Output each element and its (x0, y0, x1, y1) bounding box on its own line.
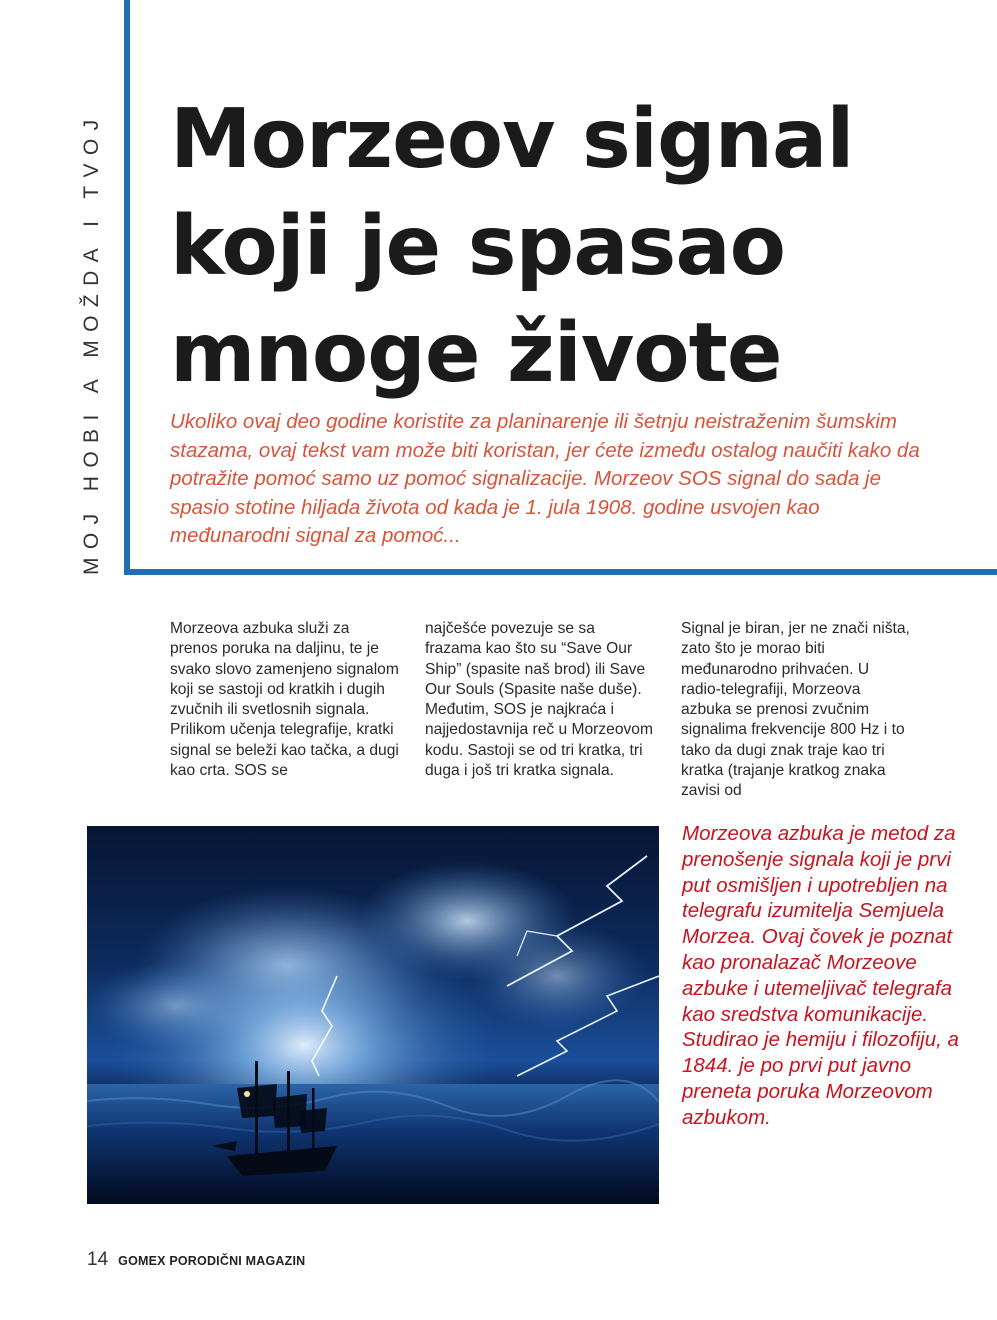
frame-border-bottom (124, 569, 997, 575)
frame-border-left (124, 0, 130, 575)
body-column-1: Morzeova azbuka služi za prenos poruka na daljinu, te je svako slovo zamenjeno signalom koji se sastoji od kratkih i dugih zvučnih ili svetlosnih signala. Prilikom učenja telegrafije, kratki signal se beleži kao tačka, a dugi kao crta. SOS se (170, 620, 399, 780)
page-number: 14 (87, 1249, 109, 1270)
article-headline: Morzeov signal koji je spasao mnoge živote (170, 92, 854, 401)
section-label: MOJ HOBI A MOŽDA I TVOJ (80, 111, 103, 575)
page-footer (87, 1249, 305, 1271)
pull-quote: Morzeova azbuka je metod za prenošenje signala koji je prvi put osmišljen i upotrebljen na telegrafu izumitelja Semjuela Morzea. Ovaj čovek je poznat kao pronalazač Morzeove azbuke i utemeljivač telegrafa kao sredstva komunikacije. Studirao je hemiju i filozofiju, a 1844. je po prvi put javno preneta poruka Morzeovom azbukom. (682, 822, 959, 1129)
body-column-2: najčešće povezuje se sa frazama kao što su “Save Our Ship” (spasite naš brod) ili Save Our Souls (Spasite naše duše). Međutim, SOS je najkraća i najjedostavnija reč u Morzeovom kodu. Sastoji se od tri kratka, tri duga i još tri kratka signala. (425, 620, 653, 780)
magazine-name: GOMEX PORODIČNI MAGAZIN (118, 1254, 306, 1268)
storm-ship-photo (87, 826, 659, 1204)
body-column-3: Signal je biran, jer ne znači ništa, zato što je morao biti međunarodno prihvaćen. U radio-telegrafiji, Morzeova azbuka se prenosi zvučnim signalima frekvencije 800 Hz i to tako da dugi znak traje kao tri kratka (trajanje kratkog znaka zavisi od (681, 620, 910, 800)
article-lead: Ukoliko ovaj deo godine koristite za planinarenje ili šetnju neistraženim šumskim stazama, ovaj tekst vam može biti koristan, jer ćete između ostalog naučiti kako da potražite pomoć samo uz pomoć signalizacije. Morzeov SOS signal do sada je spasio stotine hiljada života od kada je 1. jula 1908. godine usvojen kao međunarodni signal za pomoć... (170, 410, 920, 547)
